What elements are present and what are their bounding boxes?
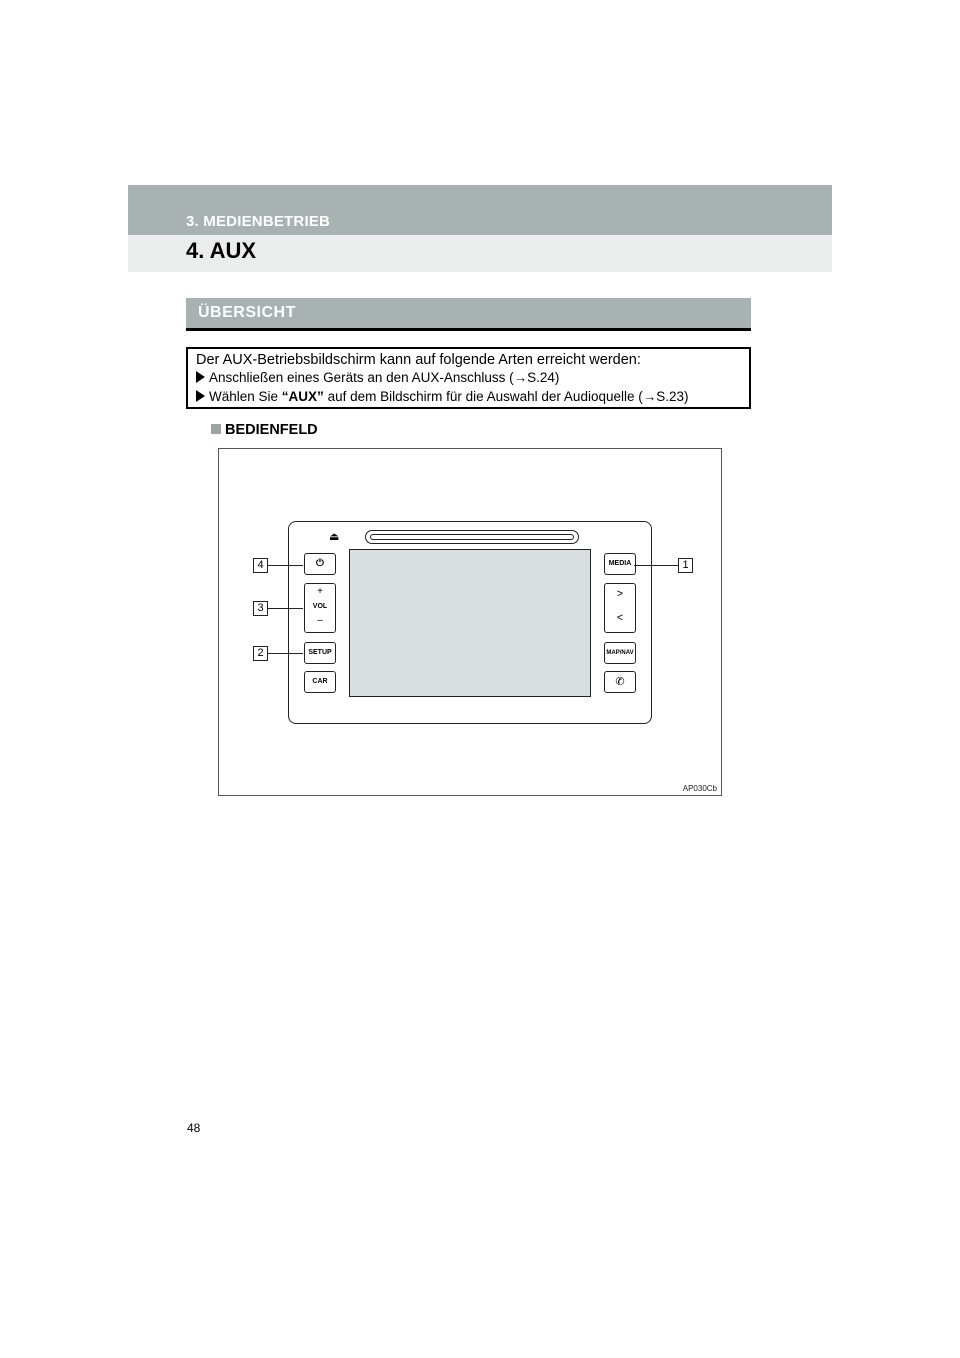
leader-line-3 [268,608,303,609]
page-title: 4. AUX [186,238,257,263]
control-panel-figure [218,448,722,796]
phone-button [604,671,636,693]
next-icon: > [616,588,624,600]
volume-minus-icon: – [317,615,323,626]
car-button: CAR [304,671,336,693]
volume-label: VOL [312,603,328,610]
bullet-triangle-icon [196,390,205,402]
overview-bar [186,298,751,331]
subsection-heading: BEDIENFELD [211,422,318,438]
seek-control [604,583,636,633]
volume-plus-icon: + [317,586,323,597]
bullet-triangle-icon [196,371,205,383]
disc-slot-inner [370,534,574,540]
callout-3: 3 [253,601,268,616]
power-icon: ⏻ [316,558,324,569]
phone-icon: ✆ [615,676,625,688]
leader-line-1 [634,565,678,566]
square-bullet-icon [211,424,221,434]
chapter-header [128,185,832,235]
power-button [304,553,336,575]
figure-code: AP030Cb [682,784,717,793]
previous-icon: < [616,612,624,624]
volume-control [304,583,336,633]
info-lead: Der AUX-Betriebsbildschirm kann auf folgende Arten erreicht werden: [196,352,641,368]
media-button: MEDIA [604,553,636,575]
page-number: 48 [187,1121,201,1135]
info-box [186,347,751,409]
callout-2: 2 [253,646,268,661]
callout-1: 1 [678,558,693,573]
callout-4: 4 [253,558,268,573]
eject-icon: ⏏ [329,531,340,543]
section-header [128,235,832,272]
setup-button: SETUP [304,642,336,664]
page-ref-link[interactable]: S.24) [527,370,560,385]
display-screen [349,549,591,697]
info-bullet-2: Wählen Sie “AUX” auf dem Bildschirm für die Auswahl der Audioquelle (→S.23) [196,389,689,404]
info-bullet-1: Anschließen eines Geräts an den AUX-Anschluss (→S.24) [196,370,559,385]
leader-line-4 [268,565,303,566]
overview-title: ÜBERSICHT [198,304,296,321]
disc-slot [365,530,579,544]
chapter-title: 3. MEDIENBETRIEB [186,213,331,230]
leader-line-2 [268,653,303,654]
page-ref-link[interactable]: S.23) [656,389,689,404]
head-unit-panel [288,521,652,724]
map-nav-button: MAP/NAV [604,642,636,664]
